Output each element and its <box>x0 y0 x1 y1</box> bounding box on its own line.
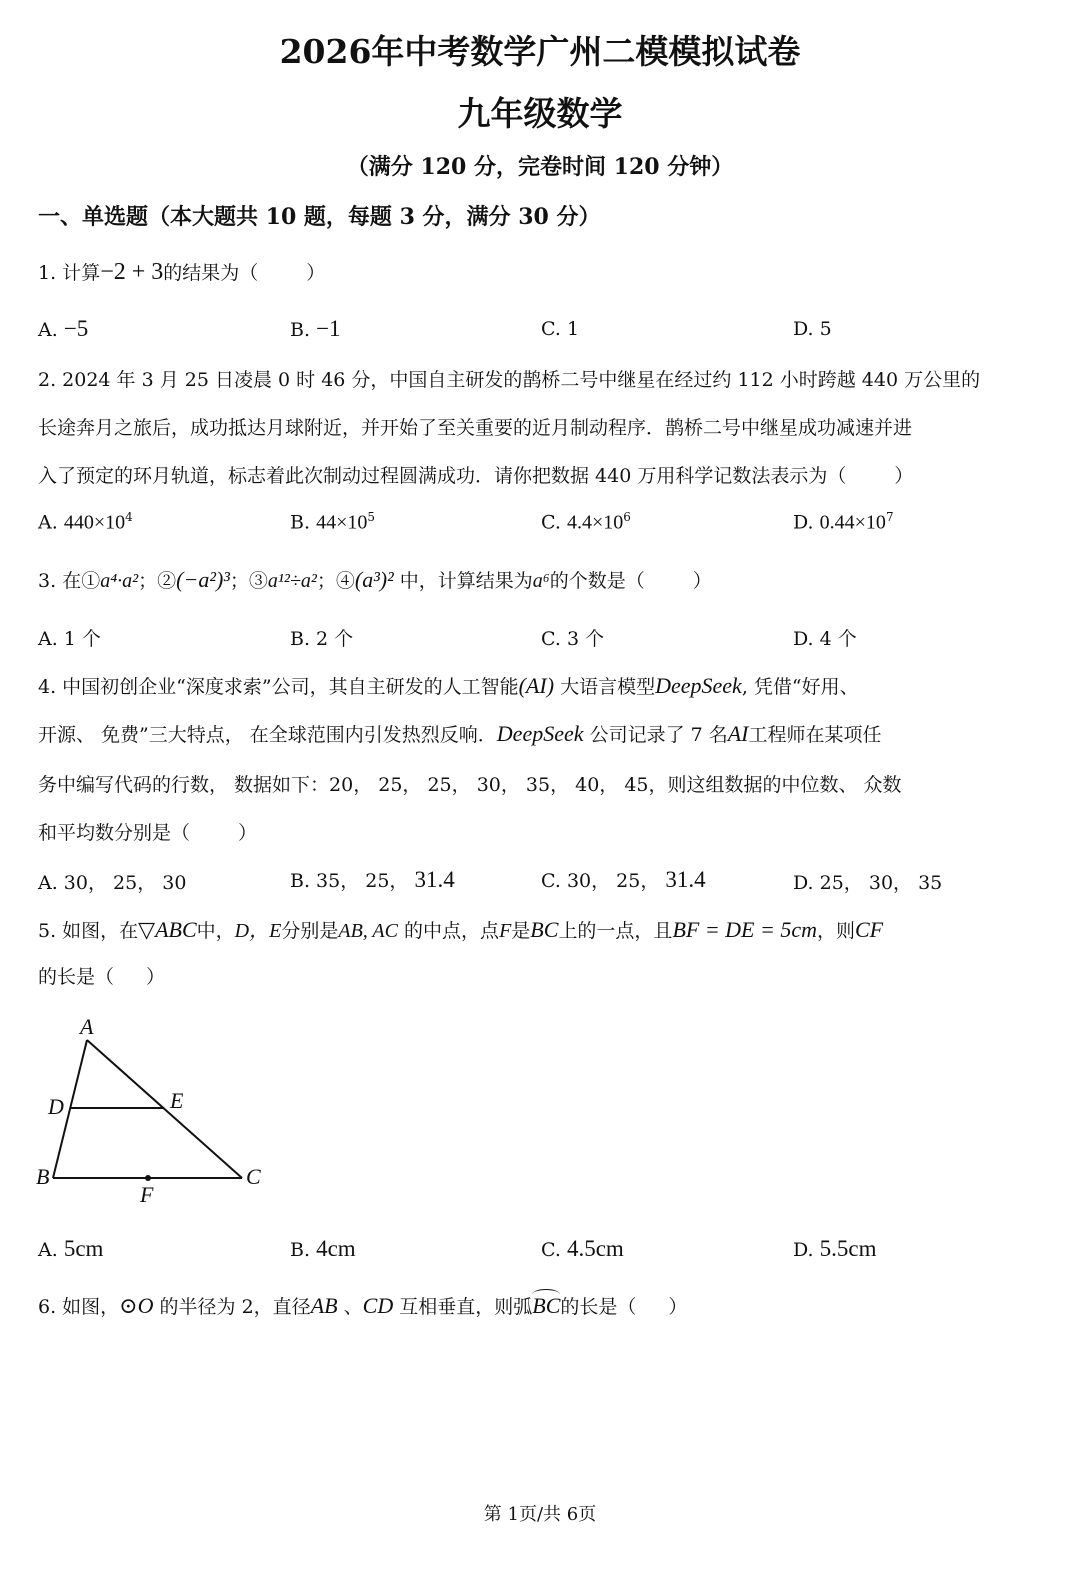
q3-expr-4: (a³)² <box>354 567 394 592</box>
q4-line-1: 4. 中国初创企业“深度求索”公司，其自主研发的人工智能(AI) 大语言模型DeepSeek, 凭借“好用、 <box>38 673 859 698</box>
q5-option-a[interactable]: A. 5cm <box>38 1236 104 1261</box>
q2-line-2: 长途奔月之旅后，成功抵达月球附近，并开始了至关重要的近月制动程序．鹊桥二号中继星成功减速并进 <box>38 417 913 439</box>
q2-option-c[interactable]: C. $4.4\times 10^6$ <box>541 510 631 534</box>
label-a: A <box>80 1014 94 1039</box>
label-e: E <box>170 1088 184 1113</box>
q4-deepseek: DeepSeek <box>655 673 742 698</box>
point-f-dot <box>145 1175 151 1181</box>
q6-line-1: 6. 如图，⊙O 的半径为 2，直径AB 、CD 互相垂直，则弧BC的长是（ ） <box>38 1293 688 1318</box>
exam-note: （满分 120 分，完卷时间 120 分钟） <box>346 154 734 180</box>
q4-line-3: 务中编写代码的行数， 数据如下：20， 25， 25， 30， 35， 40， 45，则这组数据的中位数、 众数 <box>38 774 902 796</box>
q4-line-4: 和平均数分别是（ ） <box>38 822 258 844</box>
label-f: F <box>140 1182 154 1207</box>
label-d: D <box>48 1094 64 1119</box>
exam-subtitle: 九年级数学 <box>457 94 623 133</box>
q4-ai-term-2: AI <box>727 721 749 746</box>
q2-option-a[interactable]: A. $440\times 10^4$ <box>38 510 133 534</box>
q2-option-b[interactable]: B. $44\times 10^5$ <box>290 510 375 534</box>
q2-line-1: 2. 2024 年 3 月 25 日凌晨 0 时 46 分，中国自主研发的鹊桥二号中继星在经过约 112 小时跨越 440 万公里的 <box>38 369 981 391</box>
q2-line-3: 入了预定的环月轨道，标志着此次制动过程圆满成功．请你把数据 440 万用科学记数法表示为（ ） <box>38 465 914 487</box>
q4-option-c[interactable]: C. 30， 25， 31.4 <box>541 867 706 892</box>
q1-pre: 计算 <box>62 262 101 284</box>
q5-line-2: 的长是（ ） <box>38 966 166 988</box>
q1-expression: −2 + 3 <box>100 259 164 285</box>
q1-option-d[interactable]: D. 5 <box>793 318 832 340</box>
q1-close: ） <box>306 262 326 284</box>
q5-option-b[interactable]: B. 4cm <box>290 1236 356 1261</box>
q3-expr-3: a¹²÷a² <box>267 570 317 592</box>
q3-option-b[interactable]: B. 2 个 <box>290 628 354 650</box>
page-number: 第 1页/共 6页 <box>483 1504 597 1525</box>
q4-ai-term: (AI) <box>518 673 555 698</box>
q4-deepseek-2: DeepSeek <box>496 721 584 746</box>
q1-option-a[interactable]: A. −5 <box>38 316 89 341</box>
section-heading: 一、单选题（本大题共 10 题，每题 3 分，满分 30 分） <box>38 204 601 230</box>
q3-expr-1: a⁴·a² <box>100 570 139 592</box>
q3-option-c[interactable]: C. 3 个 <box>541 628 605 650</box>
label-b: B <box>36 1164 50 1189</box>
q3-expr-5: a⁶ <box>532 570 550 592</box>
q1-option-c[interactable]: C. 1 <box>541 318 580 340</box>
q5-line-1: 5. 如图，在▽ABC中，D，E分别是AB, AC 的中点，点F是BC上的一点，且BF = DE = 5cm，则CF <box>38 917 884 942</box>
q4-option-a[interactable]: A. 30， 25， 30 <box>38 872 187 894</box>
q4-line-2: 开源、 免费”三大特点， 在全球范围内引发热烈反响．DeepSeek 公司记录了 7 名AI工程师在某项任 <box>38 721 882 746</box>
q1-post: 的结果为（ <box>163 262 259 284</box>
q5-option-d[interactable]: D. 5.5cm <box>793 1236 877 1261</box>
q1-number: 1. <box>38 262 57 284</box>
q3-expr-2: (−a²)³ <box>176 567 230 592</box>
question-1 <box>38 258 325 286</box>
q3-option-a[interactable]: A. 1 个 <box>38 628 101 650</box>
exam-title: 2026年中考数学广州二模模拟试卷 <box>279 32 801 71</box>
question-3: 3. 在①a⁴·a²；②(−a²)³；③a¹²÷a²；④(a³)² 中，计算结果为a⁶的个数是（ ） <box>38 567 712 592</box>
q6-arc-bc: BC <box>532 1293 561 1318</box>
q5-equation: BF = DE = 5cm <box>672 917 817 942</box>
q6-circle-o: ⊙O <box>119 1293 154 1318</box>
q4-option-d[interactable]: D. 25， 30， 35 <box>793 872 943 894</box>
q5-option-c[interactable]: C. 4.5cm <box>541 1236 624 1261</box>
q2-option-d[interactable]: D. $0.44\times 10^7$ <box>793 510 894 534</box>
q1-option-b[interactable]: B. −1 <box>290 316 341 341</box>
q3-option-d[interactable]: D. 4 个 <box>793 628 857 650</box>
q4-option-b[interactable]: B. 35， 25， 31.4 <box>290 867 455 892</box>
q5-triangle: ▽ABC <box>138 917 197 942</box>
q5-triangle-figure <box>30 1010 280 1210</box>
label-c: C <box>246 1164 261 1189</box>
